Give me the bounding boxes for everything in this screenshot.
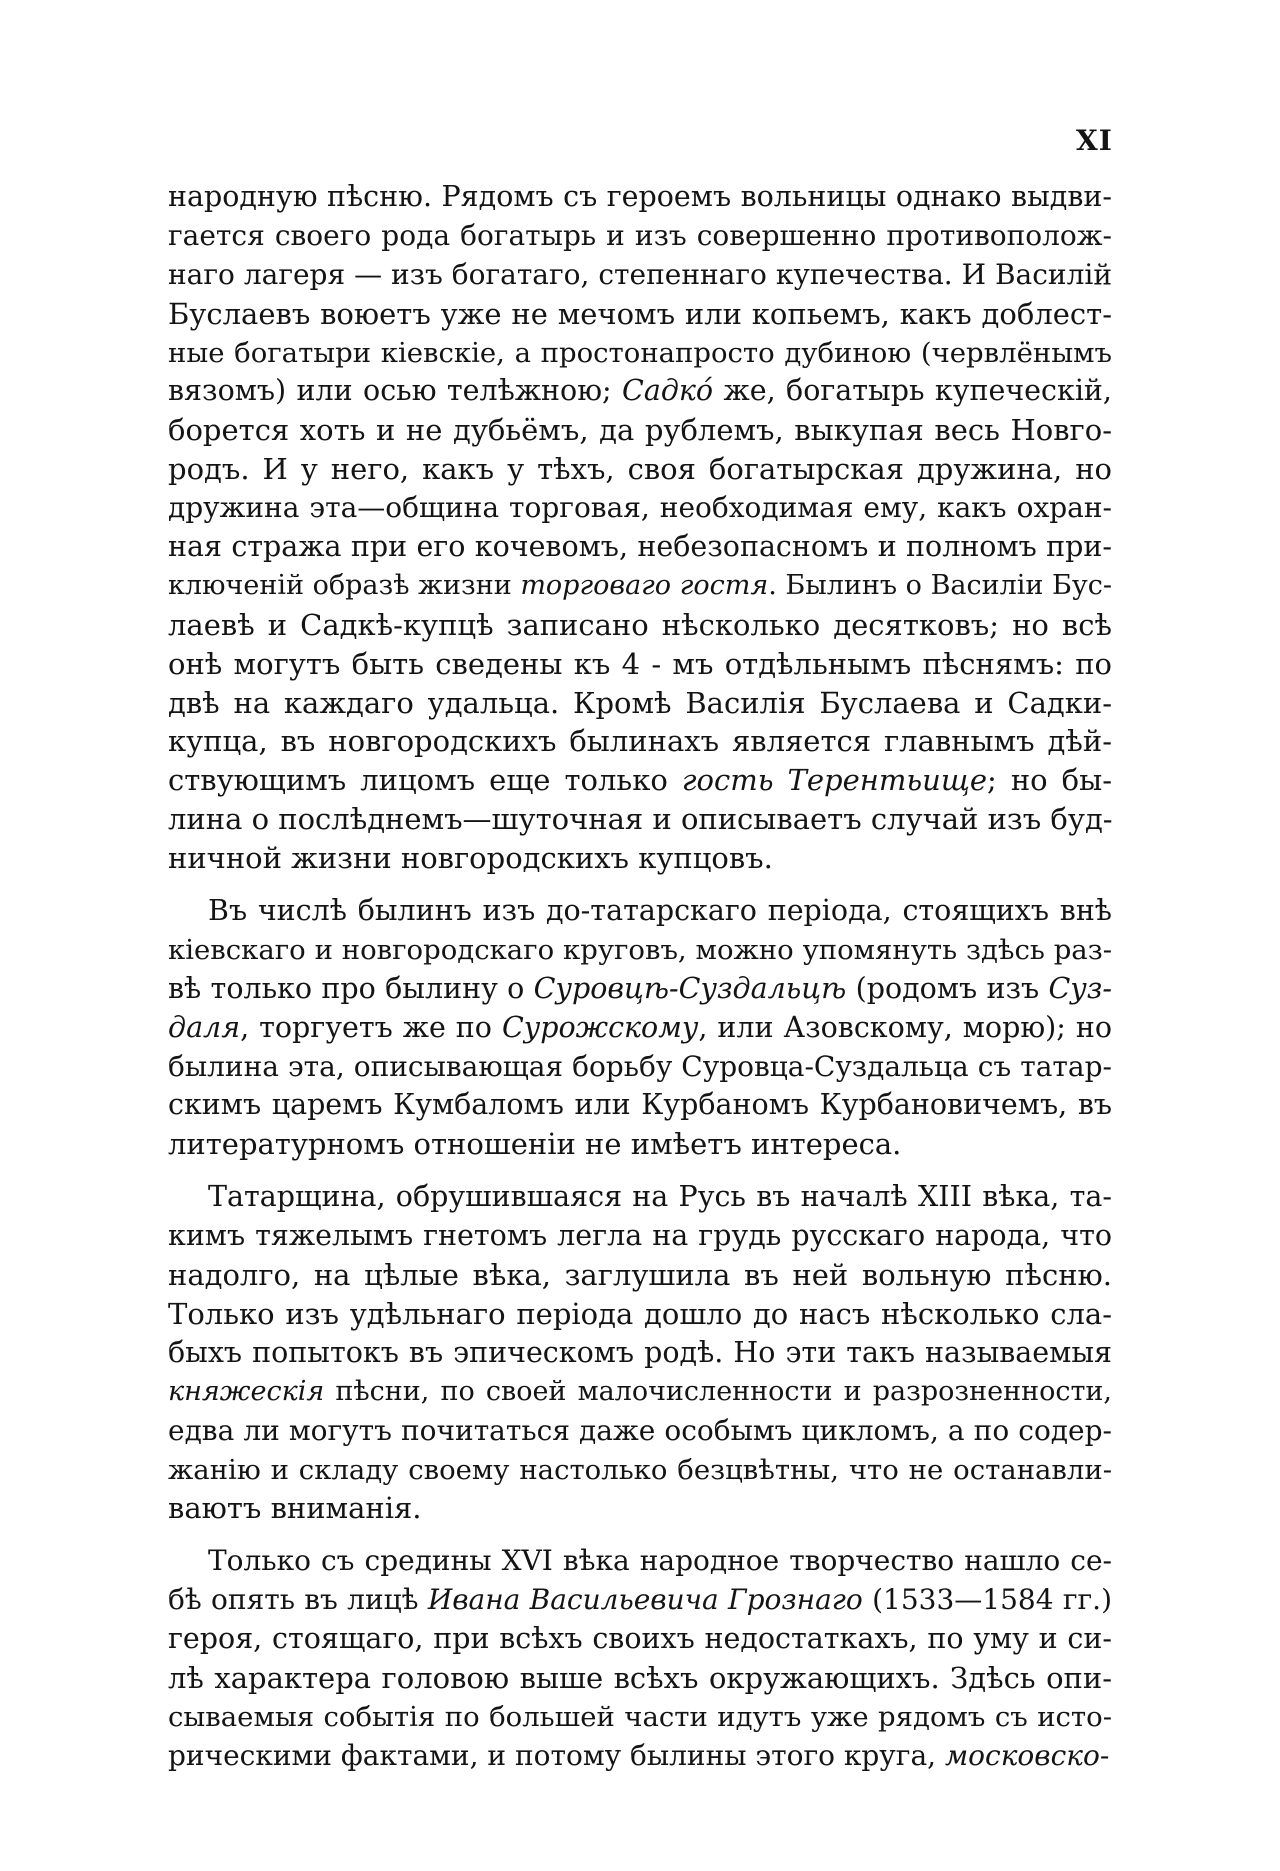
text-run: наго лагеря — изъ богатаго, степеннаго купечества. И Василій xyxy=(168,257,1112,291)
paragraph xyxy=(168,1542,1112,1775)
text-run: Буслаевъ воюетъ уже не мечомъ или копьемъ, какъ доблест- xyxy=(168,296,1112,331)
text-line xyxy=(168,1217,1112,1256)
text-line xyxy=(168,1334,1112,1373)
text-run: вѣ только про былину о xyxy=(168,971,534,1005)
text-run: ключеній образѣ жизни xyxy=(168,569,521,601)
text-run: скимъ царемъ Кумбаломъ или Курбаномъ Курбановичемъ, въ xyxy=(168,1088,1112,1122)
text-run: лаевѣ и Садкѣ-купцѣ записано нѣсколько десятковъ; но всѣ xyxy=(168,607,1112,642)
text-line xyxy=(168,606,1112,645)
text-line xyxy=(168,722,1112,761)
text-run: ная стража при его кочевомъ, небезопасномъ и полномъ при- xyxy=(168,530,1112,564)
italic-text: Садко́ xyxy=(622,374,714,408)
text-line xyxy=(168,1581,1112,1620)
text-line xyxy=(168,295,1112,334)
italic-text: торговаго гостя xyxy=(520,569,769,601)
text-run: рическими фактами, и потому былины этого круга, xyxy=(168,1738,945,1772)
text-run: надолго, на цѣлые вѣка, заглушила въ ней вольную пѣсню. xyxy=(168,1258,1112,1293)
text-run: былина эта, описывающая борьбу Суровца-Суздальца съ татар- xyxy=(168,1049,1112,1083)
text-run: бѣ опять въ лицѣ xyxy=(168,1583,428,1617)
text-line xyxy=(168,372,1112,411)
text-run: же, богатырь купеческій, xyxy=(713,374,1112,408)
text-line xyxy=(168,1620,1112,1659)
text-run: онѣ могутъ быть сведены къ 4 - мъ отдѣльнымъ пѣснямъ: по xyxy=(168,646,1112,681)
text-line xyxy=(168,892,1112,931)
text-run: ничной жизни новгородскихъ купцовъ. xyxy=(168,841,773,876)
text-run: . Былинъ о Василіи Бус- xyxy=(768,569,1112,601)
text-line xyxy=(168,1659,1112,1698)
text-run: Татарщина, обрушившаяся на Русь въ началѣ XIII вѣка, та- xyxy=(208,1180,1112,1214)
text-run: ные богатыри кіевскіе, а простонапросто дубиною (червлёнымъ xyxy=(168,336,1112,369)
text-line xyxy=(168,970,1112,1009)
text-run: народную пѣсню. Рядомъ съ героемъ вольницы однако выдви- xyxy=(168,180,1112,213)
italic-text: Суз- xyxy=(1048,971,1112,1005)
text-line xyxy=(168,931,1112,970)
italic-text: Сурожскому xyxy=(501,1010,699,1044)
text-run: лѣ характера головою выше всѣхъ окружающихъ. Здѣсь опи- xyxy=(168,1660,1112,1695)
text-run: ; но бы- xyxy=(987,763,1113,798)
paragraph xyxy=(168,178,1112,878)
text-run: жанію и складу своему настолько безцвѣтны, что не останавли- xyxy=(168,1453,1112,1486)
text-run: литературномъ отношеніи не имѣетъ интереса. xyxy=(168,1127,902,1162)
text-line xyxy=(168,1125,1112,1164)
text-line xyxy=(168,217,1112,256)
text-run: Только съ средины XVI вѣка народное творчество нашло се- xyxy=(208,1544,1112,1578)
text-line xyxy=(168,1373,1112,1412)
text-line xyxy=(168,800,1112,839)
text-line xyxy=(168,1178,1112,1217)
text-run: ваютъ вниманія. xyxy=(168,1491,422,1526)
text-run: (родомъ изъ xyxy=(846,971,1049,1005)
text-run: , торгуетъ же по xyxy=(240,1010,502,1044)
body-text xyxy=(168,178,1112,1790)
paragraph xyxy=(168,1178,1112,1528)
text-line xyxy=(168,256,1112,295)
text-run: (1533—1584 гг.) xyxy=(862,1583,1112,1617)
text-line xyxy=(168,1489,1112,1528)
text-line xyxy=(168,489,1112,528)
text-line xyxy=(168,1698,1112,1737)
text-line xyxy=(168,1451,1112,1490)
text-run: двѣ на каждаго удальца. Кромѣ Василія Буслаева и Садки- xyxy=(168,685,1112,720)
text-run: пѣсни, по своей малочисленности и разрозненности, xyxy=(324,1375,1112,1407)
text-line xyxy=(168,567,1112,606)
italic-text: даля xyxy=(168,1010,241,1044)
text-line xyxy=(168,839,1112,878)
text-line xyxy=(168,761,1112,800)
text-line xyxy=(168,1256,1112,1295)
text-run: вязомъ) или осью телѣжною; xyxy=(168,374,623,408)
text-line xyxy=(168,1737,1112,1776)
text-line xyxy=(168,334,1112,373)
page-number: XI xyxy=(1076,124,1113,157)
text-run: Только изъ удѣльнаго періода дошло до насъ нѣсколько сла- xyxy=(168,1296,1112,1331)
text-line xyxy=(168,1048,1112,1087)
text-line xyxy=(168,450,1112,489)
italic-text: Ивана Васильевича Грознаго xyxy=(427,1583,863,1617)
text-run: , или Азовскому, морю); но xyxy=(698,1010,1112,1044)
text-run: дружина эта—община торговая, необходимая ему, какъ охран- xyxy=(168,491,1112,525)
text-run: ствующимъ лицомъ еще только xyxy=(168,763,682,798)
text-line xyxy=(168,1086,1112,1125)
text-line xyxy=(168,1295,1112,1334)
text-line xyxy=(168,178,1112,217)
text-run: гается своего рода богатырь и изъ совершенно противополож- xyxy=(168,218,1112,252)
text-run: родъ. И у него, какъ у тѣхъ, своя богатырская дружина, но xyxy=(168,452,1112,487)
text-line xyxy=(168,684,1112,723)
text-line xyxy=(168,1412,1112,1451)
text-line xyxy=(168,1542,1112,1581)
italic-text: гость Терентьище xyxy=(681,763,988,798)
paragraph xyxy=(168,892,1112,1164)
text-run: борется хоть и не дубьёмъ, да рублемъ, выкупая весь Новго- xyxy=(168,413,1112,448)
italic-text: Суровцѣ-Суздальцѣ xyxy=(533,971,847,1005)
text-run: купца, въ новгородскихъ былинахъ является главнымъ дѣй- xyxy=(168,724,1112,759)
text-run: быхъ попытокъ въ эпическомъ родѣ. Но эти такъ называемыя xyxy=(168,1335,1112,1369)
text-run: лина о послѣднемъ—шуточная и описываетъ случай изъ буд- xyxy=(168,802,1113,837)
text-run: сываемыя событія по большей части идутъ уже рядомъ съ исто- xyxy=(168,1700,1112,1733)
text-run: кіевскаго и новгородскаго круговъ, можно упомянуть здѣсь раз- xyxy=(168,933,1112,966)
text-line xyxy=(168,411,1112,450)
text-line xyxy=(168,645,1112,684)
text-line xyxy=(168,528,1112,567)
text-run: едва ли могутъ почитаться даже особымъ цикломъ, а по содер- xyxy=(168,1413,1112,1447)
text-line xyxy=(168,1009,1112,1048)
text-run: героя, стоящаго, при всѣхъ своихъ недостаткахъ, по уму и си- xyxy=(168,1622,1112,1656)
text-run: Въ числѣ былинъ изъ до-татарскаго періода, стоящихъ внѣ xyxy=(208,894,1112,928)
italic-text: московско- xyxy=(944,1738,1110,1772)
italic-text: княжескія xyxy=(168,1375,325,1407)
text-run: кимъ тяжелымъ гнетомъ легла на грудь русскаго народа, что xyxy=(168,1219,1112,1253)
